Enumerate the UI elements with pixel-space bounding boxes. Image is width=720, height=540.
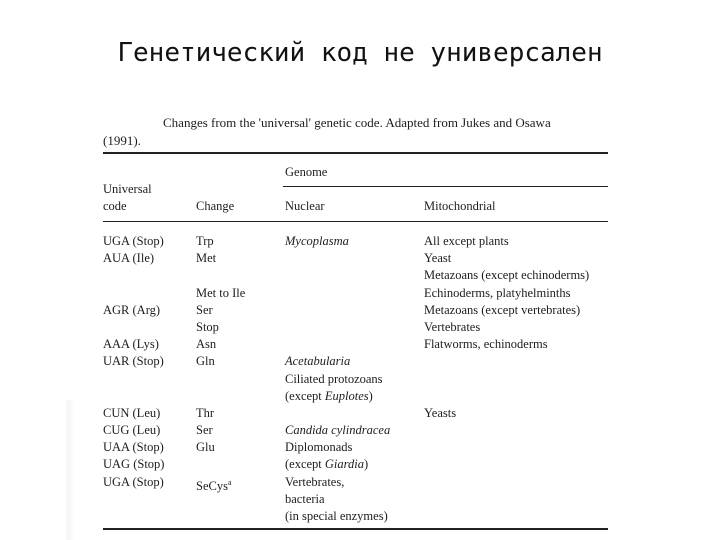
caption-line-1: Changes from the 'universal' genetic code. Adapted from Jukes and Osawa	[163, 115, 551, 130]
table-cell	[285, 233, 420, 250]
table-cell	[424, 422, 614, 439]
table-cell	[285, 336, 420, 353]
table-cell: All except plants	[424, 234, 509, 248]
italic-organism: Candida cylindracea	[285, 423, 391, 438]
table-cell: Yeast	[424, 251, 452, 266]
table-cell: CUN (Leu)	[103, 405, 161, 420]
table-cell	[103, 491, 193, 508]
table-cell: UAG (Stop)	[103, 457, 165, 472]
table-cell	[285, 353, 420, 370]
table-cell	[424, 491, 614, 508]
table-cell	[103, 267, 193, 284]
caption-line-2: (1991).	[103, 133, 141, 148]
table-cell: AAA (Lys)	[103, 337, 159, 352]
table-cell	[285, 422, 420, 439]
table-cell: Ser	[196, 302, 213, 317]
table-cell: Glu	[196, 440, 215, 455]
genome-header: Genome	[285, 165, 328, 179]
table-cell	[285, 267, 420, 284]
table-cell: Trp	[196, 234, 214, 248]
table-cell: UGA (Stop)	[103, 474, 164, 489]
italic-organism: Mycoplasma	[285, 234, 349, 248]
italic-organism: Acetabularia	[285, 354, 351, 369]
table-cell: Thr	[196, 405, 215, 420]
code-header: code	[103, 199, 127, 213]
table-cell: Echinoderms, platyhelminths	[424, 285, 571, 300]
table-cell: (except Giardia)	[285, 457, 369, 472]
genome-rule	[283, 186, 608, 187]
table-cell	[285, 285, 420, 302]
change-header: Change	[196, 199, 235, 213]
header-bottom-rule	[103, 221, 608, 222]
change-column	[196, 233, 282, 525]
secys-label: SeCys	[196, 478, 228, 493]
nuclear-column	[285, 233, 420, 525]
universal-header: Universal	[103, 182, 152, 196]
table-cell: bacteria	[285, 491, 325, 506]
mitochondrial-header: Mitochondrial	[424, 199, 496, 213]
table-cell	[196, 456, 282, 473]
table-cell	[196, 508, 282, 525]
table-cell	[285, 250, 420, 267]
table-cell: Ser	[196, 423, 213, 438]
italic-organism: Euplotes	[324, 388, 369, 403]
table-cell: Gln	[196, 354, 215, 369]
table-cell	[196, 491, 282, 508]
table-cell	[424, 371, 614, 388]
table-cell	[285, 405, 420, 422]
table-cell: Diplomonads	[285, 440, 353, 455]
table-cell	[424, 388, 614, 405]
table-cell	[196, 371, 282, 388]
table-cell: UAR (Stop)	[103, 354, 164, 369]
table-cell: CUG (Leu)	[103, 423, 161, 438]
table-cell	[103, 388, 193, 405]
mitochondrial-column	[424, 233, 614, 525]
table-cell	[103, 508, 193, 525]
table-cell: AUA (Ile)	[103, 251, 155, 266]
slide-title: Генетический код не универсален	[117, 38, 603, 68]
footnote-marker: a	[227, 477, 232, 487]
table-cell	[424, 353, 614, 370]
table-cell	[285, 302, 420, 319]
table-cell	[424, 456, 614, 473]
table-cell: Stop	[196, 319, 219, 334]
table-top-rule	[103, 152, 608, 154]
table-bottom-rule	[103, 528, 608, 530]
table-cell: Met	[196, 251, 217, 266]
table-cell: Metazoans (except vertebrates)	[424, 302, 581, 317]
table-cell	[424, 474, 614, 491]
table-cell: Vertebrates,	[285, 474, 345, 489]
table-cell: Metazoans (except echinoderms)	[424, 268, 590, 283]
table-cell	[424, 439, 614, 456]
table-cell	[196, 267, 282, 284]
table-cell	[103, 319, 193, 336]
table-cell: Asn	[196, 337, 217, 352]
table-cell	[196, 388, 282, 405]
table-cell	[424, 508, 614, 525]
table-cell	[285, 319, 420, 336]
table-caption	[103, 114, 608, 150]
table-cell	[103, 285, 193, 302]
table-cell: Met to Ile	[196, 285, 246, 300]
table-cell: AGR (Arg)	[103, 302, 161, 317]
table-cell: (in special enzymes)	[285, 509, 388, 523]
table-cell: UGA (Stop)	[103, 234, 164, 248]
table-cell	[196, 474, 282, 491]
page-shadow	[64, 400, 74, 540]
table-cell	[103, 371, 193, 388]
table-cell: Ciliated protozoans	[285, 371, 383, 386]
nuclear-header: Nuclear	[285, 199, 325, 213]
universal-code-column	[103, 233, 193, 525]
table-cell: Yeasts	[424, 405, 457, 420]
table-cell: Vertebrates	[424, 319, 481, 334]
italic-organism: Giardia	[324, 457, 365, 472]
table-cell: Flatworms, echinoderms	[424, 337, 548, 352]
table-cell: (except Euplotes)	[285, 388, 373, 403]
table-cell: UAA (Stop)	[103, 440, 164, 455]
